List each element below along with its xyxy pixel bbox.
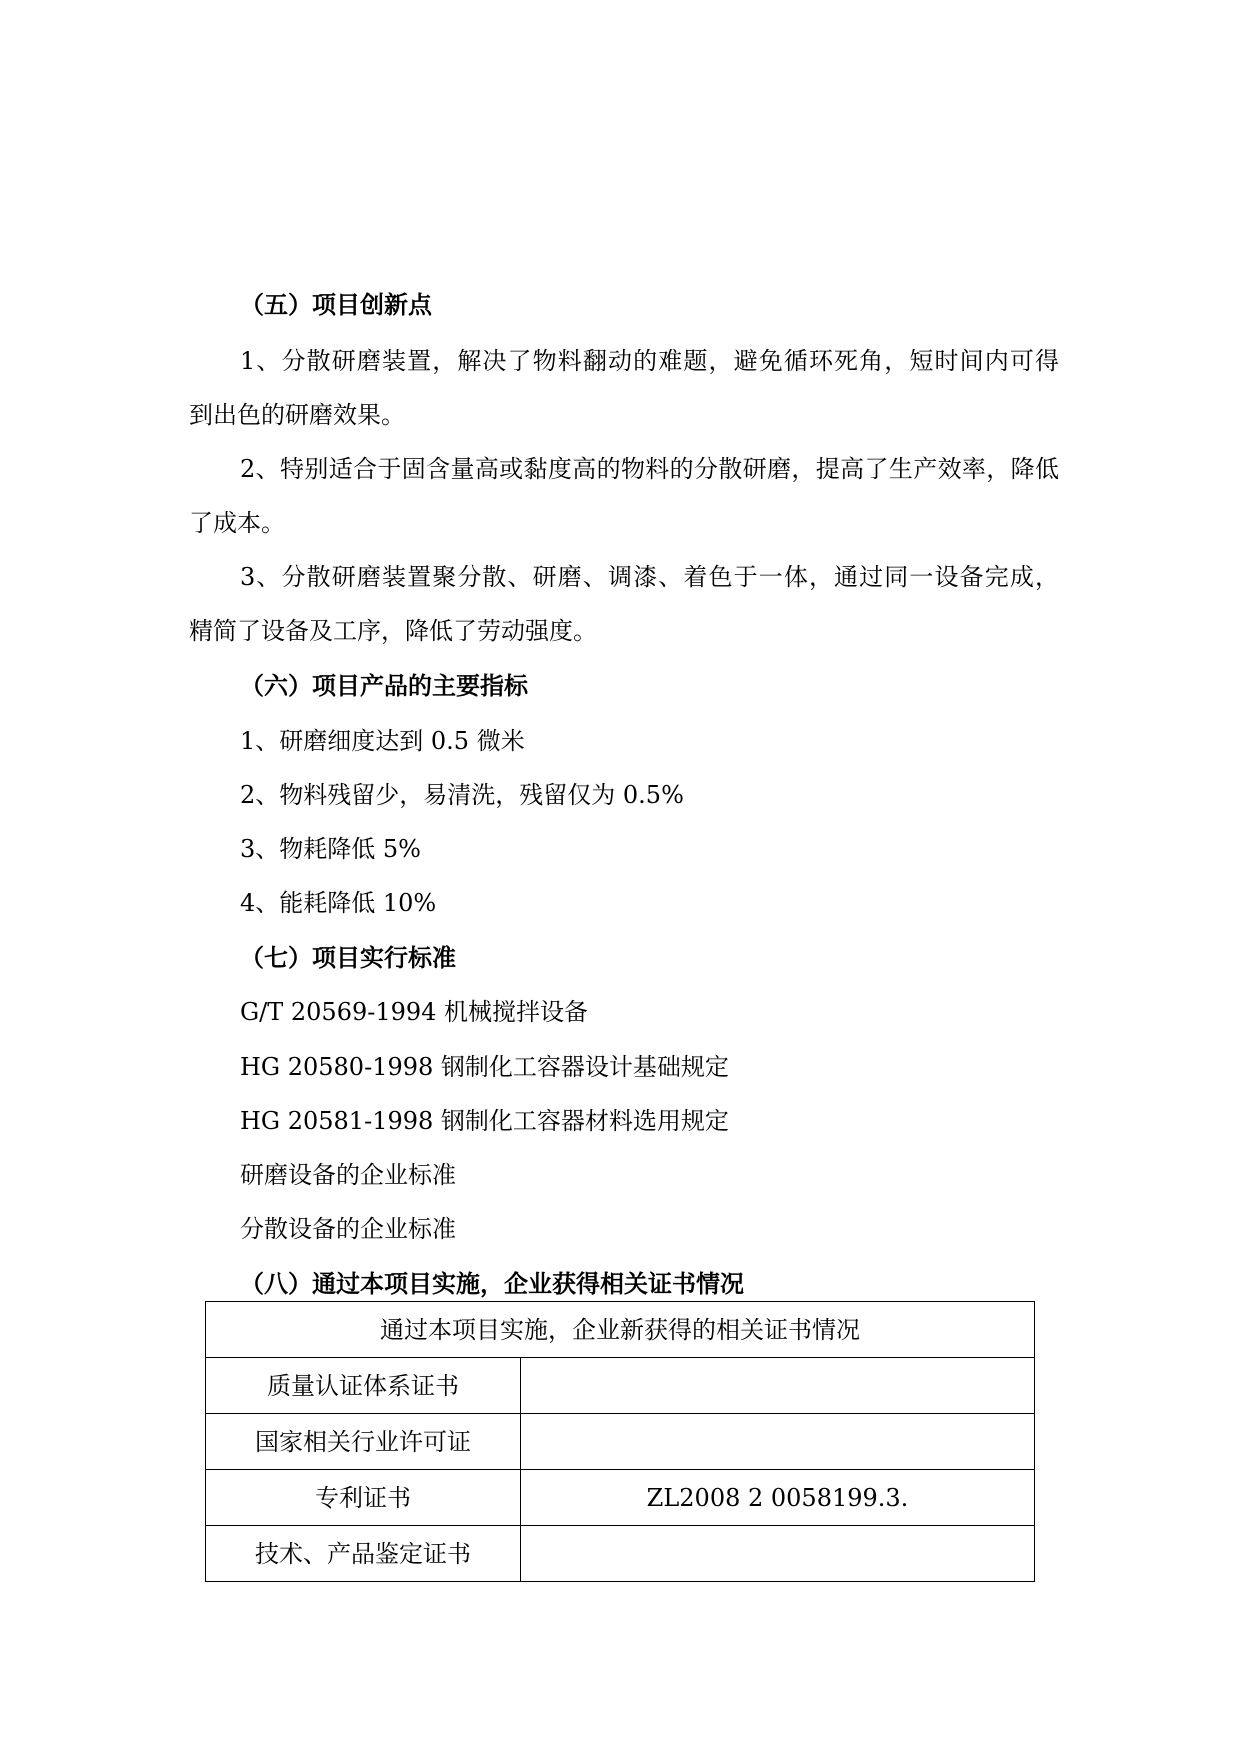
table-row bbox=[206, 1470, 1035, 1526]
section-heading-certificates: （八）通过本项目实施，企业获得相关证书情况 bbox=[240, 1269, 744, 1298]
standard-item: G/T 20569-1994 机械搅拌设备 bbox=[240, 998, 589, 1026]
paragraph-line bbox=[240, 346, 1059, 376]
certificates-table bbox=[205, 1301, 1035, 1582]
standard-item: HG 20580-1998 钢制化工容器设计基础规定 bbox=[240, 1053, 729, 1081]
indicator-item: 1、研磨细度达到 0.5 微米 bbox=[240, 727, 525, 755]
indicator-item: 3、物耗降低 5% bbox=[240, 835, 421, 863]
standard-item: 分散设备的企业标准 bbox=[240, 1215, 456, 1243]
certificate-label: 质量认证体系证书 bbox=[206, 1358, 521, 1414]
innovation-item-2-line-2: 了成本。 bbox=[189, 509, 285, 537]
paragraph-line bbox=[240, 562, 1059, 592]
certificate-label: 国家相关行业许可证 bbox=[206, 1414, 521, 1470]
certificate-value: ZL2008 2 0058199.3. bbox=[521, 1470, 1035, 1526]
certificate-label: 技术、产品鉴定证书 bbox=[206, 1526, 521, 1582]
innovation-item-3-line-1: 3、分散研磨装置聚分散、研磨、调漆、着色于一体，通过同一设备完成， bbox=[240, 563, 1059, 591]
certificate-label: 专利证书 bbox=[206, 1470, 521, 1526]
indicator-item: 4、能耗降低 10% bbox=[240, 889, 437, 917]
standard-item: 研磨设备的企业标准 bbox=[240, 1161, 456, 1189]
table-title-row bbox=[206, 1302, 1035, 1358]
table-row bbox=[206, 1358, 1035, 1414]
certificate-value bbox=[521, 1358, 1035, 1414]
innovation-item-2-line-1: 2、特别适合于固含量高或黏度高的物料的分散研磨，提高了生产效率，降低 bbox=[240, 455, 1059, 483]
certificate-value bbox=[521, 1414, 1035, 1470]
innovation-item-1-line-1: 1、分散研磨装置，解决了物料翻动的难题，避免循环死角，短时间内可得 bbox=[240, 347, 1059, 375]
table-title: 通过本项目实施，企业新获得的相关证书情况 bbox=[206, 1302, 1035, 1358]
section-heading-standards: （七）项目实行标准 bbox=[240, 943, 456, 972]
section-heading-indicators: （六）项目产品的主要指标 bbox=[240, 671, 528, 700]
section-heading-innovation: （五）项目创新点 bbox=[240, 290, 432, 319]
paragraph-line bbox=[240, 454, 1059, 484]
table-row bbox=[206, 1526, 1035, 1582]
innovation-item-1-line-2: 到出色的研磨效果。 bbox=[189, 401, 405, 429]
table-row bbox=[206, 1414, 1035, 1470]
indicator-item: 2、物料残留少，易清洗，残留仅为 0.5% bbox=[240, 781, 684, 809]
standard-item: HG 20581-1998 钢制化工容器材料选用规定 bbox=[240, 1107, 729, 1135]
innovation-item-3-line-2: 精简了设备及工序，降低了劳动强度。 bbox=[189, 617, 597, 645]
certificate-value bbox=[521, 1526, 1035, 1582]
